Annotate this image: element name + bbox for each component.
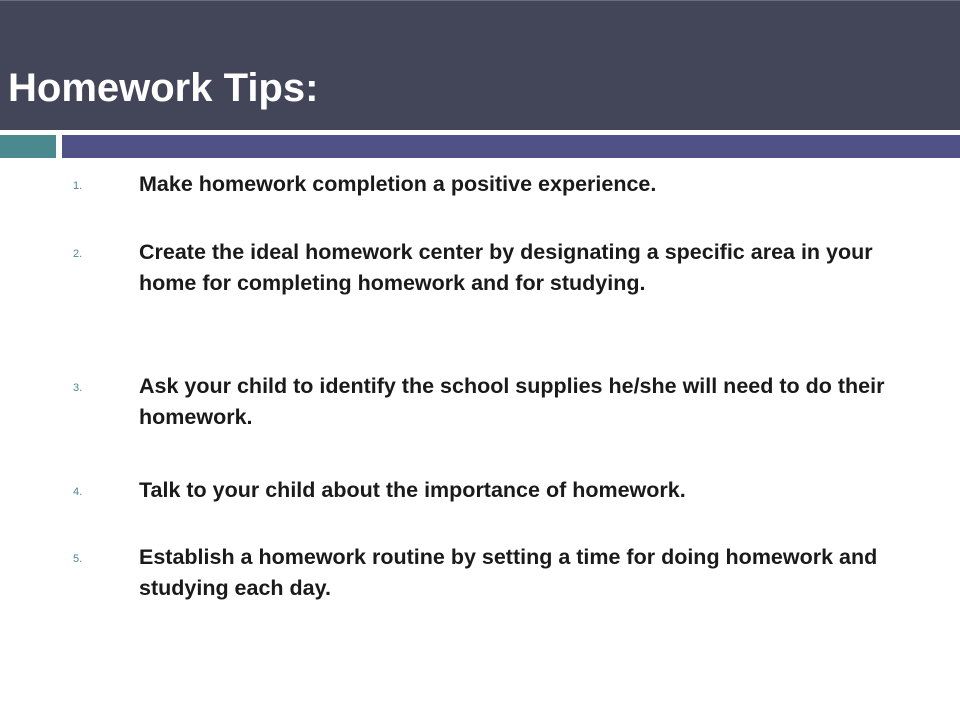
tip-text: Create the ideal homework center by designating a specific area in your home for completing homework and for studying. [139,240,873,295]
tip-text: Make homework completion a positive experience. [139,172,657,196]
tip-number: 5. [73,553,83,565]
tip-text: Talk to your child about the importance of homework. [139,478,686,502]
tip-number: 4. [73,486,83,498]
slide-title: Homework Tips: [8,66,319,110]
tip-text: Ask your child to identify the school supplies he/she will need to do their homework. [139,374,885,429]
tip-number: 2. [73,248,83,260]
tip-number: 1. [73,180,83,192]
tip-number: 3. [73,382,83,394]
tip-text: Establish a homework routine by setting a time for doing homework and studying each day. [139,545,878,600]
